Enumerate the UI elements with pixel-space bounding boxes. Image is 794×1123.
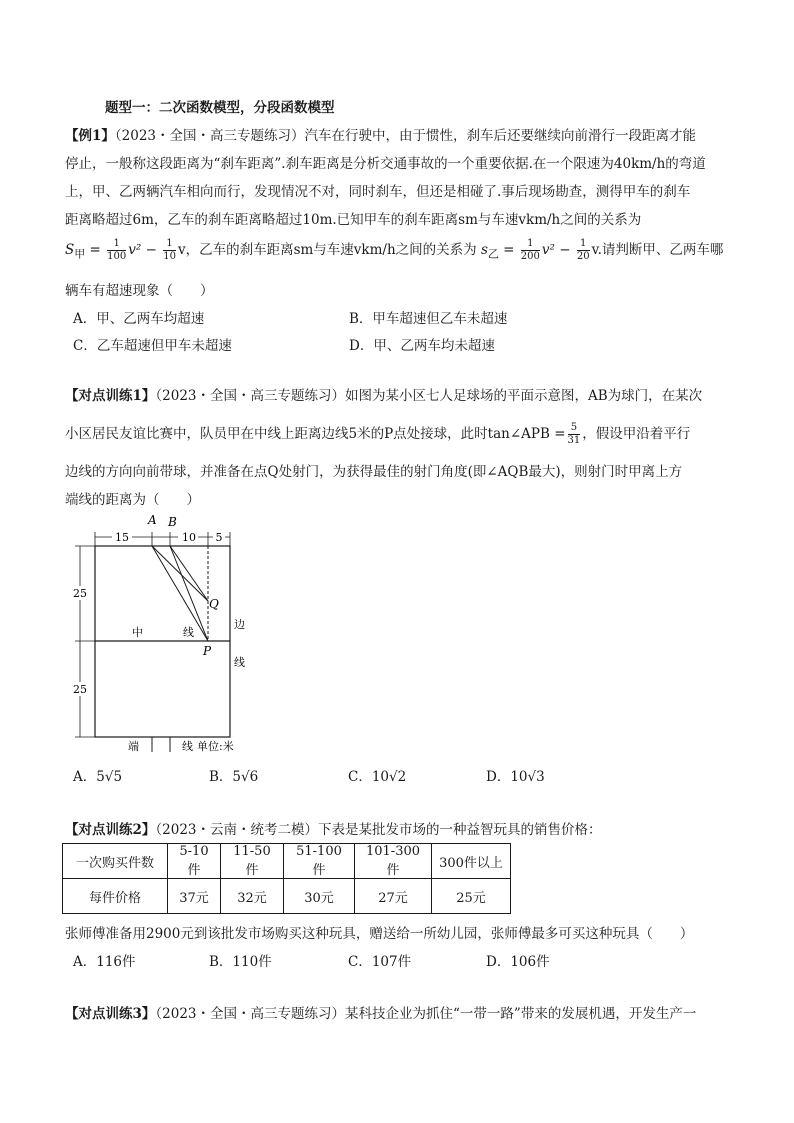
drill2-line2: 张师傅准备用2900元到该批发市场购买这种玩具，赠送给一所幼儿园，张师傅最多可买这种玩具（ ） <box>65 926 694 942</box>
example1-line1 <box>65 124 696 144</box>
example1-option-a: A．甲、乙两车均超速 <box>73 311 205 327</box>
section-title: 题型一：二次函数模型，分段函数模型 <box>105 100 335 116</box>
drill1-line1 <box>65 384 702 404</box>
fraction-1-10 <box>163 238 176 263</box>
drill1-option-c: C．10√2 <box>348 769 407 785</box>
example1-text1: 汽车在行驶中，由于惯性，刹车后还要继续向前滑行一段距离才能 <box>304 128 697 144</box>
table-cell: 32元 <box>221 879 284 914</box>
fraction-1-100 <box>107 238 126 263</box>
drill2-option-b: B．110件 <box>209 954 272 970</box>
sideline-label-xian: 线 <box>234 656 245 669</box>
table-row <box>63 879 511 914</box>
point-q-label: Q <box>209 597 219 611</box>
table-header-row <box>63 844 511 879</box>
sideline-label-bian: 边 <box>234 618 245 631</box>
drill1-line3: 边线的方向向前带球，并准备在点Q处射门，为获得最佳的射门角度(即∠AQB最大)，则射门时甲离上方 <box>65 464 683 480</box>
v-squared: v² − <box>128 242 157 258</box>
example1-tag: 【例1】 <box>65 128 115 144</box>
table-cell: 30元 <box>284 879 355 914</box>
dim-25-top-label: 25 <box>73 587 87 600</box>
drill3-source: （2023・全国・高三专题练习） <box>155 1006 346 1022</box>
soccer-field-figure <box>70 510 260 760</box>
midline-label-zhong: 中 <box>132 626 143 639</box>
drill3-text1: 某科技企业为抓住“一带一路”带来的发展机遇，开发生产一 <box>345 1006 697 1022</box>
drill1-tag: 【对点训练1】 <box>65 388 156 404</box>
frac-den: 20 <box>576 251 590 262</box>
frac-den: 200 <box>520 251 540 262</box>
fraction-1-20 <box>577 238 590 263</box>
drill1-text2a: 小区居民友谊比赛中，队员甲在中线上距离边线5米的P点处接球，此时tan∠APB = <box>65 426 566 442</box>
frac-den: 31 <box>567 435 581 446</box>
table-cell: 51-100件 <box>284 844 355 879</box>
s-yi-subscript: 乙 <box>487 247 499 261</box>
price-table <box>62 843 511 914</box>
drill2-option-c: C．107件 <box>348 954 412 970</box>
dim-5-label: 5 <box>215 531 223 544</box>
frac-num: 5 <box>568 422 581 435</box>
table-cell: 27元 <box>355 879 432 914</box>
frac-num: 1 <box>107 238 126 251</box>
example1-line3: 上，甲、乙两辆汽车相向而行，发现情况不对，同时刹车，但还是相碰了.事后现场勘查，测得甲车的刹车 <box>65 184 691 200</box>
drill1-option-d: D．10√3 <box>486 769 545 785</box>
point-b-label: B <box>168 515 177 529</box>
drill1-line2 <box>65 420 690 448</box>
table-cell: 300件以上 <box>432 844 511 879</box>
point-a-label: A <box>148 513 157 527</box>
table-cell: 37元 <box>168 879 221 914</box>
s-jia-subscript: 甲 <box>74 247 86 261</box>
table-cell: 25元 <box>432 879 511 914</box>
drill2-line1 <box>65 818 602 838</box>
example1-source: （2023・全国・高三专题练习） <box>114 128 305 144</box>
table-cell: 101-300件 <box>355 844 432 879</box>
table-cell: 11-50件 <box>221 844 284 879</box>
dim-10-label: 10 <box>182 531 196 544</box>
example1-formula-line: $S_甲$ = $\frac{1}{100}$ v² − $\frac{1}{10}$ v，乙车的刹车距离sm与车速vkm/h之间的关系为 $s_乙$ = $\frac{1}{200}$ v² − $\frac{1}{20}$ v.请判断甲、乙两车哪 <box>65 238 724 262</box>
drill1-source: （2023・全国・高三专题练习） <box>155 388 346 404</box>
s-yi-symbol: s <box>480 242 488 258</box>
example1-line4: 距离略超过6m，乙车的刹车距离略超过10m.已知甲车的刹车距离sm与车速vkm/h之间的关系为 <box>65 212 642 228</box>
formula-end-text: v.请判断甲、乙两车哪 <box>591 242 724 258</box>
s-jia-symbol: S <box>65 242 75 258</box>
endline-label-xian: 线 <box>182 740 193 753</box>
example1-option-c: C．乙车超速但甲车未超速 <box>73 338 232 354</box>
drill2-tag: 【对点训练2】 <box>65 822 156 838</box>
example1-option-b: B．甲车超速但乙车未超速 <box>349 311 508 327</box>
frac-num: 1 <box>577 238 590 251</box>
drill1-option-a: A．5√5 <box>73 769 123 785</box>
drill2-text1: 下表是某批发市场的一种益智玩具的销售价格： <box>318 822 602 838</box>
unit-label: 单位:米 <box>197 740 234 753</box>
frac-num: 1 <box>163 238 176 251</box>
fraction-1-200 <box>521 238 540 263</box>
frac-den: 100 <box>107 251 127 262</box>
drill3-tag: 【对点训练3】 <box>65 1006 156 1022</box>
frac-num: 1 <box>521 238 540 251</box>
drill2-option-a: A．116件 <box>73 954 136 970</box>
formula-middle-text: v，乙车的刹车距离sm与车速vkm/h之间的关系为 <box>177 242 477 258</box>
endline-label-duan: 端 <box>128 740 139 753</box>
drill2-source: （2023・云南・统考二模） <box>155 822 319 838</box>
tan-fraction <box>568 422 581 447</box>
drill1-option-b: B．5√6 <box>209 769 259 785</box>
dim-15-label: 15 <box>115 531 129 544</box>
dim-25-bottom-label: 25 <box>73 683 87 696</box>
drill2-option-d: D．106件 <box>486 954 550 970</box>
table-cell: 5-10件 <box>168 844 221 879</box>
point-p-label: P <box>203 644 212 658</box>
midline-label-xian: 线 <box>183 626 194 639</box>
drill1-line4: 端线的距离为（ ） <box>65 492 200 508</box>
example1-option-d: D．甲、乙两车均未超速 <box>349 338 495 354</box>
drill3-line1 <box>65 1002 696 1022</box>
table-cell: 每件价格 <box>63 879 168 914</box>
drill1-text1: 如图为某小区七人足球场的平面示意图，AB为球门，在某次 <box>345 388 703 404</box>
table-cell: 一次购买件数 <box>63 844 168 879</box>
frac-den: 10 <box>163 251 176 262</box>
example1-line2: 停止，一般称这段距离为“刹车距离”.刹车距离是分析交通事故的一个重要依据.在一个限速为40km/h的弯道 <box>65 156 706 172</box>
example1-line6: 辆车有超速现象（ ） <box>65 283 214 299</box>
drill1-text2b: ，假设甲沿着平行 <box>582 426 691 442</box>
